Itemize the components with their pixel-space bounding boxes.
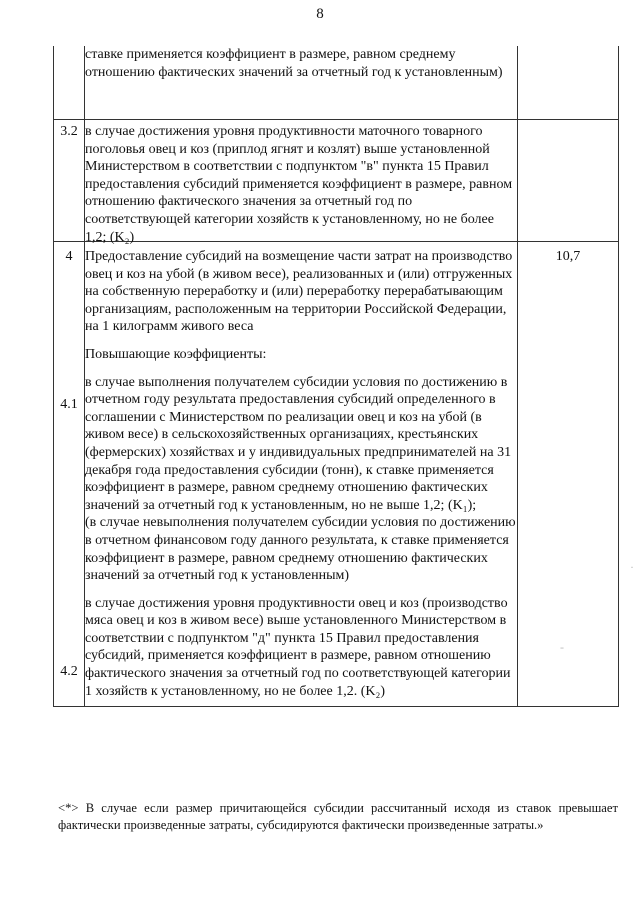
row-text	[85, 120, 518, 245]
scan-mark: -	[560, 640, 564, 654]
row-value-cell	[518, 242, 619, 707]
row-text-content: Предоставление субсидий на возмещение части затрат на производство овец и коз на убой (в живом весе), реализованных и (или) отгруженных на собственную переработку и (или) переработку перерабатывающим организациям, расположенным на территории Российской Федерации, на 1 килограмм живого веса	[85, 249, 513, 335]
row-text-content: в случае достижения уровня продуктивности маточного товарного поголовья овец и коз (приплод ягнят и козлят) выше установленной Министерством в соответствии с подпунктом "в" пункта 15 Правил предоставления субсидий применяется коэффициент в размере, равном отношению фактического значения за отчетный год по соответствующей категории хозяйств к установленному, но не более 1,2; (K₂)	[85, 124, 513, 245]
row-number: 4.1	[60, 396, 78, 412]
row-value	[518, 120, 619, 242]
row-number: 3.2	[60, 124, 78, 139]
table-row	[54, 46, 619, 120]
table-row	[54, 120, 619, 242]
footnote: <*> В случае если размер причитающейся субсидии рассчитанный исходя из ставок превышает фактически произведенные затраты, субсидируются фактически произведенные затраты.»	[58, 801, 618, 832]
table-row	[54, 242, 619, 707]
subheading: Повышающие коэффициенты:	[85, 346, 267, 362]
row-text	[85, 242, 518, 707]
row-number-cell	[54, 242, 85, 707]
row-text-content: ставке применяется коэффициент в размере, равном среднему отношению фактических значений за отчетный год к установленным)	[85, 47, 503, 80]
row-value	[518, 46, 619, 120]
row-number-cell	[54, 120, 85, 242]
row-number: 4.2	[60, 664, 78, 680]
page-number: 8	[316, 6, 324, 22]
row-value: 10,7	[555, 249, 581, 264]
spacer	[54, 266, 84, 396]
scan-mark: ·	[630, 560, 634, 574]
row-number: 4	[65, 249, 73, 264]
spacer	[54, 413, 84, 663]
item-text: в случае выполнения получателем субсидии условия по достижению в отчетном году результата предоставления субсидий определенного в соглашении с Министерством по реализации овец и коз на убой (в живом весе) в сельскохозяйственных организациях, крестьянских (фермерских) хозяйствах и у индивидуальных предпринимателей на 31 декабря года предоставления субсидии (тонн), к ставке применяется коэффициент в размере, равном среднему отношению фактических значений за отчетный год к установленным, но не выше 1,2; (K₁);	[85, 374, 512, 513]
item-text-continued: (в случае невыполнения получателем субсидии условия по достижению в отчетном финансовом году данного результата, к ставке применяется коэффициент в размере, равном среднему отношению фактических значений за отчетный год к установленным)	[85, 515, 516, 584]
row-number	[54, 46, 85, 120]
row-text	[85, 46, 518, 120]
item-text: в случае достижения уровня продуктивности овец и коз (производство мяса овец и коз в живом весе) выше установленного Министерством в соответствии с подпунктом "д" пункта 15 Правил предоставления субсидий, применяется коэффициент в размере, равном отношению фактического значения за отчетный год по соответствующей категории 1 хозяйств к установленному, но не более 1,2. (K₂)	[85, 595, 511, 699]
rates-table	[53, 46, 619, 707]
